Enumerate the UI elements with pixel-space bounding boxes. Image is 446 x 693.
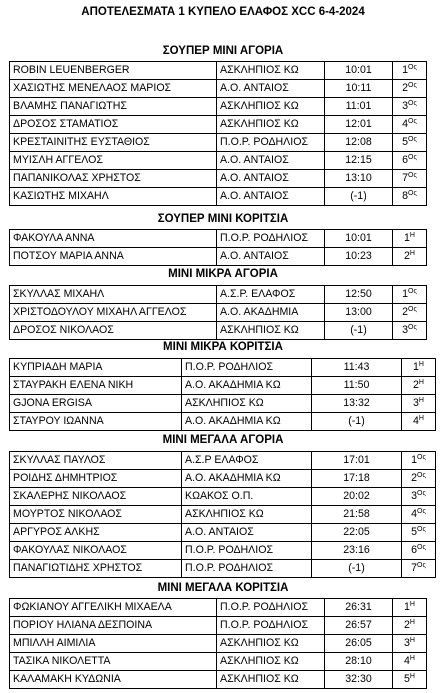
rank-suffix: Ος — [408, 100, 417, 107]
rank-suffix: Ος — [417, 472, 426, 479]
rank-number: 2 — [404, 619, 410, 631]
club-cell: ΑΣΚΛΗΠΙΟΣ ΚΩ — [217, 98, 325, 116]
club-cell: Α.Ο. ΑΝΤΑΙΟΣ — [217, 188, 325, 206]
club-cell: Α.Ο. ΑΚΑΔΗΜΙΑ ΚΩ — [182, 377, 312, 395]
club-cell: ΑΣΚΛΗΠΙΟΣ ΚΩ — [217, 671, 325, 689]
club-cell: Α.Ο. ΑΝΤΑΙΟΣ — [182, 524, 312, 542]
athlete-name-cell: ROBIN LEUENBERGER — [10, 62, 217, 80]
rank-cell — [393, 98, 427, 116]
athlete-name-cell: ΠΟΤΣΟΥ ΜΑΡΙΑ ΑΝΝΑ — [10, 248, 217, 266]
rank-suffix: Η — [409, 637, 415, 644]
time-cell: 12:08 — [325, 134, 393, 152]
rank-suffix: Ος — [417, 544, 426, 551]
time-cell: 11:01 — [325, 98, 393, 116]
rank-number: 2 — [404, 250, 410, 262]
athlete-name-cell: ΧΑΣΙΩΤΗΣ ΜΕΝΕΛΑΟΣ ΜΑΡΙΟΣ — [10, 80, 217, 98]
time-cell: 13:10 — [325, 170, 393, 188]
results-table — [9, 451, 436, 578]
time-cell: 10:23 — [325, 248, 393, 266]
rank-number: 2 — [413, 379, 419, 391]
time-cell: (-1) — [312, 560, 402, 578]
club-cell: Α.Ο. ΑΝΤΑΙΟΣ — [217, 80, 325, 98]
athlete-name-cell: ΒΛΑΜΗΣ ΠΑΝΑΓΙΩΤΗΣ — [10, 98, 217, 116]
rank-number: 4 — [404, 655, 410, 667]
time-cell: 11:43 — [312, 359, 402, 377]
time-cell: 26:57 — [325, 617, 393, 635]
rank-number: 1 — [413, 361, 419, 373]
rank-cell — [402, 488, 436, 506]
club-cell: Π.Ο.Ρ. ΡΟΔΗΛΙΟΣ — [182, 359, 312, 377]
rank-suffix: Ος — [417, 526, 426, 533]
table-row — [10, 635, 427, 653]
rank-suffix: Ος — [408, 288, 417, 295]
club-cell: ΑΣΚΛΗΠΙΟΣ ΚΩ — [217, 322, 325, 340]
club-cell: ΑΣΚΛΗΠΙΟΣ ΚΩ — [217, 116, 325, 134]
results-table — [9, 285, 427, 340]
athlete-name-cell: ΣΚΑΛΕΡΗΣ ΝΙΚΟΛΑΟΣ — [10, 488, 182, 506]
club-cell: Π.Ο.Ρ. ΡΟΔΗΛΙΟΣ — [217, 617, 325, 635]
section-heading: ΜΙΝΙ ΜΕΓΑΛΑ ΑΓΟΡΙΑ — [162, 434, 284, 446]
athlete-name-cell: ΚΑΛΑΜΑΚΗ ΚΥΔΩΝΙΑ — [10, 671, 217, 689]
section-heading: ΜΙΝΙ ΜΕΓΑΛΑ ΚΟΡΙΤΣΙΑ — [157, 582, 289, 594]
rank-suffix: Ος — [417, 562, 426, 569]
athlete-name-cell: ΦΩΚΙΑΝΟΥ ΑΓΓΕΛΙΚΗ ΜΙΧΑΕΛΑ — [10, 599, 217, 617]
club-cell: Π.Ο.Ρ. ΡΟΔΗΛΙΟΣ — [182, 560, 312, 578]
rank-cell — [393, 230, 427, 248]
time-cell: 20:02 — [312, 488, 402, 506]
table-row — [10, 170, 427, 188]
table-row — [10, 560, 436, 578]
time-cell: 12:01 — [325, 116, 393, 134]
athlete-name-cell: ΚΑΣΙΩΤΗΣ ΜΙΧΑΗΛ — [10, 188, 217, 206]
rank-suffix: Η — [418, 415, 424, 422]
athlete-name-cell: ΡΟΙΔΗΣ ΔΗΜΗΤΡΙΟΣ — [10, 470, 182, 488]
club-cell: Α.Ο. ΑΚΑΔΗΜΙΑ ΚΩ — [182, 470, 312, 488]
table-row — [10, 359, 436, 377]
rank-suffix: Η — [409, 250, 415, 257]
rank-number: 5 — [402, 136, 409, 148]
time-cell: 17:18 — [312, 470, 402, 488]
time-cell: 10:11 — [325, 80, 393, 98]
time-cell: 26:31 — [325, 599, 393, 617]
rank-number: 3 — [402, 100, 409, 112]
rank-cell — [402, 560, 436, 578]
rank-cell — [393, 134, 427, 152]
table-row — [10, 230, 427, 248]
club-cell: Π.Ο.Ρ. ΡΟΔΗΛΙΟΣ — [217, 230, 325, 248]
rank-number: 5 — [404, 673, 410, 685]
athlete-name-cell: ΤΑΣΙΚΑ ΝΙΚΟΛΕΤΤΑ — [10, 653, 217, 671]
section-heading: ΜΙΝΙ ΜΙΚΡΑ ΚΟΡΙΤΣΙΑ — [163, 341, 283, 353]
table-row — [10, 304, 427, 322]
athlete-name-cell: ΜΥΙΣΛΗ ΑΓΓΕΛΟΣ — [10, 152, 217, 170]
table-row — [10, 98, 427, 116]
time-cell: 26:05 — [325, 635, 393, 653]
document-title: ΑΠΟΤΕΛΕΣΜΑΤΑ 1 ΚΥΠΕΛΟ ΕΛΑΦΟΣ XCC 6-4-2024 — [81, 6, 365, 18]
section-heading: ΜΙΝΙ ΜΙΚΡΑ ΑΓΟΡΙΑ — [168, 268, 278, 280]
rank-cell — [402, 395, 436, 413]
rank-number: 6 — [411, 544, 418, 556]
time-cell: 23:16 — [312, 542, 402, 560]
time-cell: (-1) — [312, 413, 402, 431]
time-cell: 32:30 — [325, 671, 393, 689]
athlete-name-cell: ΠΑΝΑΓΙΩΤΙΔΗΣ ΧΡΗΣΤΟΣ — [10, 560, 182, 578]
rank-number: 3 — [411, 490, 418, 502]
table-row — [10, 617, 427, 635]
rank-cell — [402, 413, 436, 431]
rank-suffix: Ος — [408, 190, 417, 197]
rank-suffix: Η — [418, 379, 424, 386]
table-row — [10, 116, 427, 134]
club-cell: ΑΣΚΛΗΠΙΟΣ ΚΩ — [217, 62, 325, 80]
rank-cell — [393, 635, 427, 653]
rank-cell — [393, 80, 427, 98]
club-cell: ΑΣΚΛΗΠΙΟΣ ΚΩ — [182, 395, 312, 413]
time-cell: 28:10 — [325, 653, 393, 671]
rank-number: 1 — [402, 288, 409, 300]
rank-number: 2 — [402, 82, 409, 94]
table-row — [10, 248, 427, 266]
club-cell: Π.Ο.Ρ. ΡΟΔΗΛΙΟΣ — [217, 599, 325, 617]
rank-number: 8 — [402, 190, 409, 202]
rank-suffix: Η — [409, 673, 415, 680]
table-row — [10, 286, 427, 304]
rank-cell — [393, 170, 427, 188]
athlete-name-cell: ΜΟΥΡΤΟΣ ΝΙΚΟΛΑΟΣ — [10, 506, 182, 524]
rank-number: 4 — [402, 118, 409, 130]
rank-cell — [402, 542, 436, 560]
rank-number: 3 — [402, 324, 409, 336]
rank-number: 1 — [402, 64, 409, 76]
rank-cell — [402, 377, 436, 395]
athlete-name-cell: ΚΡΕΣΤΑΙΝΙΤΗΣ ΕΥΣΤΑΘΙΟΣ — [10, 134, 217, 152]
time-cell: 13:32 — [312, 395, 402, 413]
time-cell: 12:15 — [325, 152, 393, 170]
table-row — [10, 524, 436, 542]
athlete-name-cell: ΔΡΟΣΟΣ ΝΙΚΟΛΑΟΣ — [10, 322, 217, 340]
time-cell: (-1) — [325, 322, 393, 340]
club-cell: Α.Ο. ΑΝΤΑΙΟΣ — [217, 170, 325, 188]
rank-number: 5 — [411, 526, 418, 538]
club-cell: ΚΩΑΚΟΣ Ο.Π. — [182, 488, 312, 506]
time-cell: 13:00 — [325, 304, 393, 322]
club-cell: ΑΣΚΛΗΠΙΟΣ ΚΩ — [182, 506, 312, 524]
athlete-name-cell: ΣΤΑΥΡΑΚΗ ΕΛΕΝΑ ΝΙΚΗ — [10, 377, 182, 395]
club-cell: Α.Ο. ΑΝΤΑΙΟΣ — [217, 152, 325, 170]
athlete-name-cell: ΦΑΚΟΥΛΑ ΑΝΝΑ — [10, 230, 217, 248]
rank-suffix: Ος — [417, 508, 426, 515]
time-cell: (-1) — [325, 188, 393, 206]
time-cell: 10:01 — [325, 62, 393, 80]
club-cell: Π.Ο.Ρ. ΡΟΔΗΛΙΟΣ — [182, 542, 312, 560]
rank-cell — [393, 248, 427, 266]
athlete-name-cell: GJONA ERGISA — [10, 395, 182, 413]
table-row — [10, 152, 427, 170]
athlete-name-cell: ΣΚΥΛΛΑΣ ΠΑΥΛΟΣ — [10, 452, 182, 470]
rank-number: 1 — [404, 601, 410, 613]
section-heading: ΣΟΥΠΕΡ ΜΙΝΙ ΚΟΡΙΤΣΙΑ — [157, 213, 289, 225]
results-table — [9, 358, 436, 431]
athlete-name-cell: ΦΑΚΟΥΛΑΣ ΝΙΚΟΛΑΟΣ — [10, 542, 182, 560]
rank-cell — [402, 359, 436, 377]
rank-cell — [393, 116, 427, 134]
table-row — [10, 599, 427, 617]
rank-suffix: Ος — [408, 324, 417, 331]
rank-suffix: Ος — [408, 136, 417, 143]
athlete-name-cell: ΚΥΠΡΙΑΔΗ ΜΑΡΙΑ — [10, 359, 182, 377]
table-row — [10, 470, 436, 488]
results-table — [9, 61, 427, 206]
rank-suffix: Ος — [417, 454, 426, 461]
rank-suffix: Ος — [408, 118, 417, 125]
rank-number: 4 — [413, 415, 419, 427]
athlete-name-cell: ΣΤΑΥΡΟΥ ΙΩΑΝΝΑ — [10, 413, 182, 431]
athlete-name-cell: ΣΚΥΛΛΑΣ ΜΙΧΑΗΛ — [10, 286, 217, 304]
rank-suffix: Ος — [408, 306, 417, 313]
rank-cell — [393, 322, 427, 340]
table-row — [10, 80, 427, 98]
table-row — [10, 188, 427, 206]
table-row — [10, 488, 436, 506]
rank-suffix: Ος — [408, 154, 417, 161]
rank-suffix: Ος — [408, 172, 417, 179]
rank-number: 7 — [411, 562, 418, 574]
rank-suffix: Ος — [417, 490, 426, 497]
table-row — [10, 452, 436, 470]
club-cell: Α.Ο. ΑΚΑΔΗΜΙΑ ΚΩ — [182, 413, 312, 431]
rank-cell — [393, 62, 427, 80]
table-row — [10, 395, 436, 413]
rank-cell — [402, 524, 436, 542]
athlete-name-cell: ΔΡΟΣΟΣ ΣΤΑΜΑΤΙΟΣ — [10, 116, 217, 134]
table-row — [10, 377, 436, 395]
table-row — [10, 653, 427, 671]
rank-cell — [393, 188, 427, 206]
table-row — [10, 671, 427, 689]
rank-suffix: Η — [409, 601, 415, 608]
athlete-name-cell: ΧΡΙΣΤΟΔΟΥΛΟΥ ΜΙΧΑΗΛ ΑΓΓΕΛΟΣ — [10, 304, 217, 322]
time-cell: 12:50 — [325, 286, 393, 304]
rank-suffix: Η — [409, 619, 415, 626]
club-cell: Α.Ο. ΑΚΑΔΗΜΙΑ — [217, 304, 325, 322]
rank-number: 6 — [402, 154, 409, 166]
time-cell: 21:58 — [312, 506, 402, 524]
time-cell: 22:05 — [312, 524, 402, 542]
rank-cell — [402, 470, 436, 488]
rank-number: 2 — [411, 472, 418, 484]
rank-cell — [393, 152, 427, 170]
table-row — [10, 542, 436, 560]
club-cell: Α.Σ.Ρ. ΕΛΑΦΟΣ — [217, 286, 325, 304]
rank-number: 7 — [402, 172, 409, 184]
club-cell: Π.Ο.Ρ. ΡΟΔΗΛΙΟΣ — [217, 134, 325, 152]
rank-number: 3 — [404, 637, 410, 649]
rank-cell — [402, 506, 436, 524]
rank-number: 2 — [402, 306, 409, 318]
athlete-name-cell: ΠΟΡΙΟΥ ΗΛΙΑΝΑ ΔΕΣΠΟΙΝΑ — [10, 617, 217, 635]
time-cell: 17:01 — [312, 452, 402, 470]
rank-number: 1 — [404, 232, 410, 244]
rank-suffix: Ος — [408, 82, 417, 89]
athlete-name-cell: ΠΑΠΑΝΙΚΟΛΑΣ ΧΡΗΣΤΟΣ — [10, 170, 217, 188]
rank-suffix: Η — [409, 232, 415, 239]
rank-suffix: Η — [418, 361, 424, 368]
rank-cell — [393, 617, 427, 635]
table-row — [10, 413, 436, 431]
athlete-name-cell: ΜΠΙΛΛΗ ΑΙΜΙΛΙΑ — [10, 635, 217, 653]
rank-cell — [393, 671, 427, 689]
club-cell: ΑΣΚΛΗΠΙΟΣ ΚΩ — [217, 653, 325, 671]
time-cell: 11:50 — [312, 377, 402, 395]
rank-suffix: Ος — [408, 64, 417, 71]
time-cell: 10:01 — [325, 230, 393, 248]
rank-number: 3 — [413, 397, 419, 409]
table-row — [10, 134, 427, 152]
rank-cell — [393, 286, 427, 304]
club-cell: ΑΣΚΛΗΠΙΟΣ ΚΩ — [217, 635, 325, 653]
rank-cell — [393, 599, 427, 617]
rank-suffix: Η — [418, 397, 424, 404]
club-cell: Α.Ο. ΑΝΤΑΙΟΣ — [217, 248, 325, 266]
rank-cell — [402, 452, 436, 470]
results-table — [9, 229, 427, 266]
rank-cell — [393, 653, 427, 671]
table-row — [10, 322, 427, 340]
athlete-name-cell: ΑΡΓΥΡΟΣ ΑΛΚΗΣ — [10, 524, 182, 542]
rank-suffix: Η — [409, 655, 415, 662]
table-row — [10, 506, 436, 524]
table-row — [10, 62, 427, 80]
section-heading: ΣΟΥΠΕΡ ΜΙΝΙ ΑΓΟΡΙΑ — [162, 45, 284, 57]
rank-number: 1 — [411, 454, 418, 466]
rank-cell — [393, 304, 427, 322]
rank-number: 4 — [411, 508, 418, 520]
club-cell: Α.Σ.Ρ ΕΛΑΦΟΣ — [182, 452, 312, 470]
results-table — [9, 598, 427, 689]
